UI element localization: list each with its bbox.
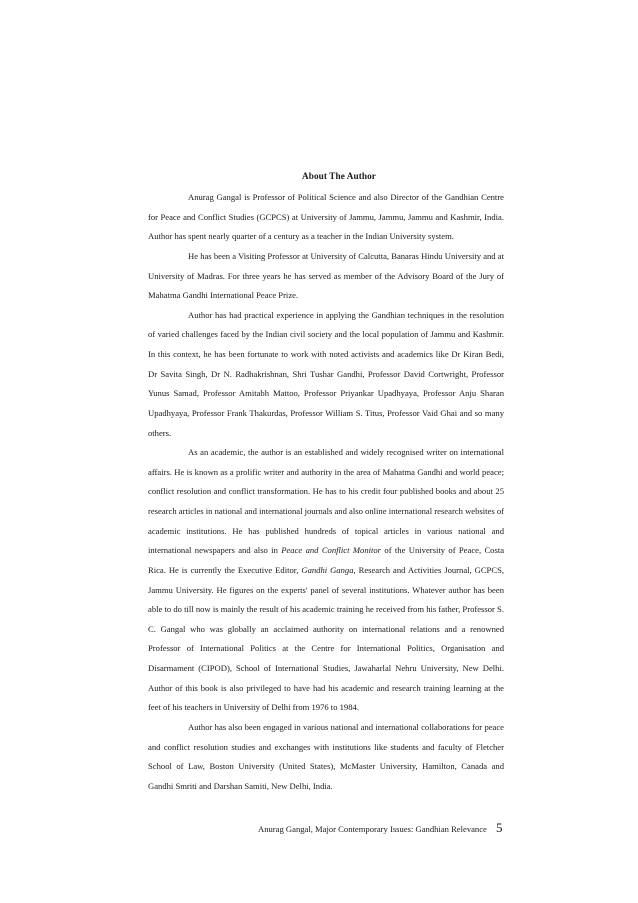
italic-title: Peace and Conflict Monitor — [281, 545, 382, 556]
italic-title: Gandhi Ganga — [301, 564, 354, 575]
text-span: As an academic, the author is an established and widely recognised writer on international affairs. He is known as a prolific writer and authority in the area of Mahatma Gandhi and world peace; conflict resolution and conflict transformation. He has to his credit four published books and about 25 research articles in national and international journals and also online international research websites of academic institutions. He has published hundreds of topical articles in various national and international newspapers and also in — [148, 447, 504, 556]
section-title: About The Author — [302, 171, 376, 181]
text-span: Author has also been engaged in various national and international collaborations for peace and conflict resolution studies and exchanges with institutions like students and faculty of Fletcher School of Law, Boston University (United States), McMaster University, Hamilton, Canada and Gandhi Smriti and Darshan Samiti, New Delhi, India. — [148, 721, 504, 791]
body-text — [148, 188, 504, 796]
text-span: Author has had practical experience in applying the Gandhian techniques in the resolution of varied challenges faced by the Indian civil society and the local population of Jammu and Kashmir. In this context, he has been fortunate to work with noted activists and academics like Dr Kiran Bedi, Dr Savita Singh, Dr N. Radhakrishnan, Shri Tushar Gandhi, Professor David Cortwright, Professor Yunus Samad, Professor Amitabh Mattoo, Professor Priyankar Upadhyaya, Professor Anju Sharan Upadhyaya, Professor Frank Thakurdas, Professor William S. Titus, Professor Vaid Ghai and so many others. — [148, 309, 504, 438]
paragraph — [148, 188, 504, 247]
paragraph — [148, 247, 504, 306]
paragraph — [148, 443, 504, 718]
paragraph — [148, 718, 504, 797]
paragraph — [148, 306, 504, 443]
text-span: Anurag Gangal is Professor of Political Science and also Director of the Gandhian Centre for Peace and Conflict Studies (GCPCS) at University of Jammu, Jammu, Jammu and Kashmir, India. Author has spent nearly quarter of a century as a teacher in the Indian University system. — [148, 192, 504, 242]
text-span: of the University of Peace, Costa Rica. He is currently the Executive Editor, — [148, 545, 505, 575]
text-span: , Research and Activities Journal, GCPCS, Jammu University. He figures on the experts' panel of several institutions. Whatever author has been able to do till now is mainly the result of his academic training he received from his father, Professor S. C. Gangal who was globally an acclaimed authority on international relations and a renowned Professor of International Politics at the Centre for International Politics, Organisation and Disarmament (CIPOD), School of International Studies, Jawaharlal Nehru University, New Delhi. Author of this book is also privileged to have had his academic and research training learning at the feet of his teachers in University of Delhi from 1976 to 1984. — [148, 564, 504, 713]
text-span: He has been a Visiting Professor at University of Calcutta, Banaras Hindu University and at University of Madras. For three years he has served as member of the Advisory Board of the Jury of Mahatma Gandhi International Peace Prize. — [148, 250, 504, 301]
running-footer-title: Anurag Gangal, Major Contemporary Issues: Gandhian Relevance — [258, 824, 487, 834]
page-number: 5 — [496, 820, 503, 835]
